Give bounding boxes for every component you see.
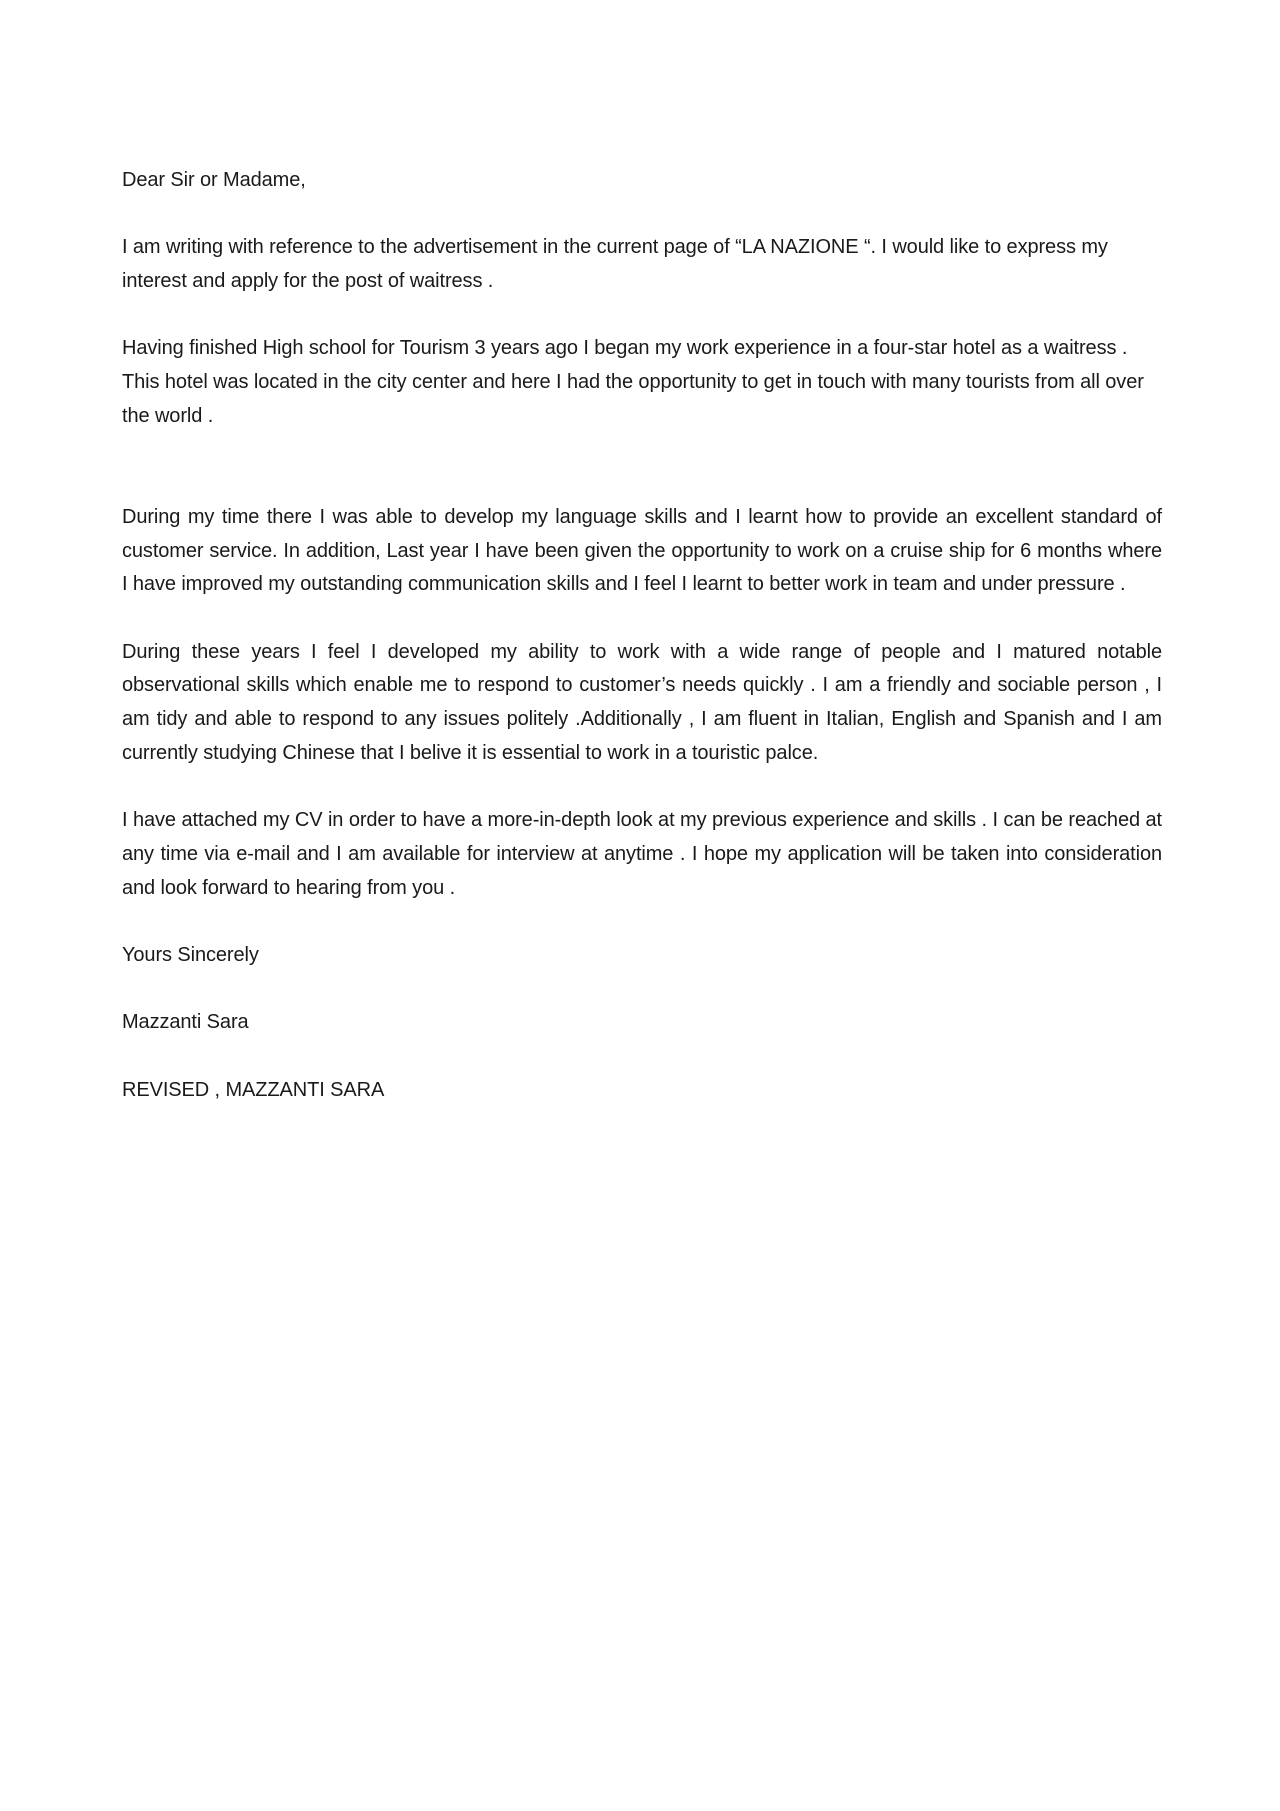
closing: Yours Sincerely <box>122 944 259 967</box>
paragraph-introduction: I am writing with reference to the advertisement in the current page of “LA NAZIONE “. I would like to express my interest and apply for the post of waitress . <box>122 236 1108 293</box>
signature: Mazzanti Sara <box>122 1011 249 1034</box>
paragraph-background: Having finished High school for Tourism 3 years ago I began my work experience in a four-star hotel as a waitress . This hotel was located in the city center and here I had the opportunity to get in touch with many tourists from all over the world . <box>122 337 1144 427</box>
salutation: Dear Sir or Madame, <box>122 169 306 191</box>
revision-note: REVISED , MAZZANTI SARA <box>122 1078 385 1101</box>
paragraph-skills: During these years I feel I developed my ability to work with a wide range of people and I matured notable observational skills which enable me to respond to customer’s needs quickly . I am a friendly and sociable person , I am tidy and able to respond to any issues politely .Additionally , I am fluent in Italian, English and Spanish and I am currently studying Chinese that I belive it is essential to work in a touristic palce. <box>122 640 1162 764</box>
paragraph-experience: During my time there I was able to develop my language skills and I learnt how to provide an excellent standard of customer service. In addition, Last year I have been given the opportunity to work on a cruise ship for 6 months where I have improved my outstanding communication skills and I feel I learnt to better work in team and under pressure . <box>122 505 1162 596</box>
cover-letter <box>122 164 1162 1108</box>
paragraph-conclusion: I have attached my CV in order to have a more-in-depth look at my previous experience and skills . I can be reached at any time via e-mail and I am available for interview at anytime . I hope my application will be taken into consideration and look forward to hearing from you . <box>122 809 1162 899</box>
